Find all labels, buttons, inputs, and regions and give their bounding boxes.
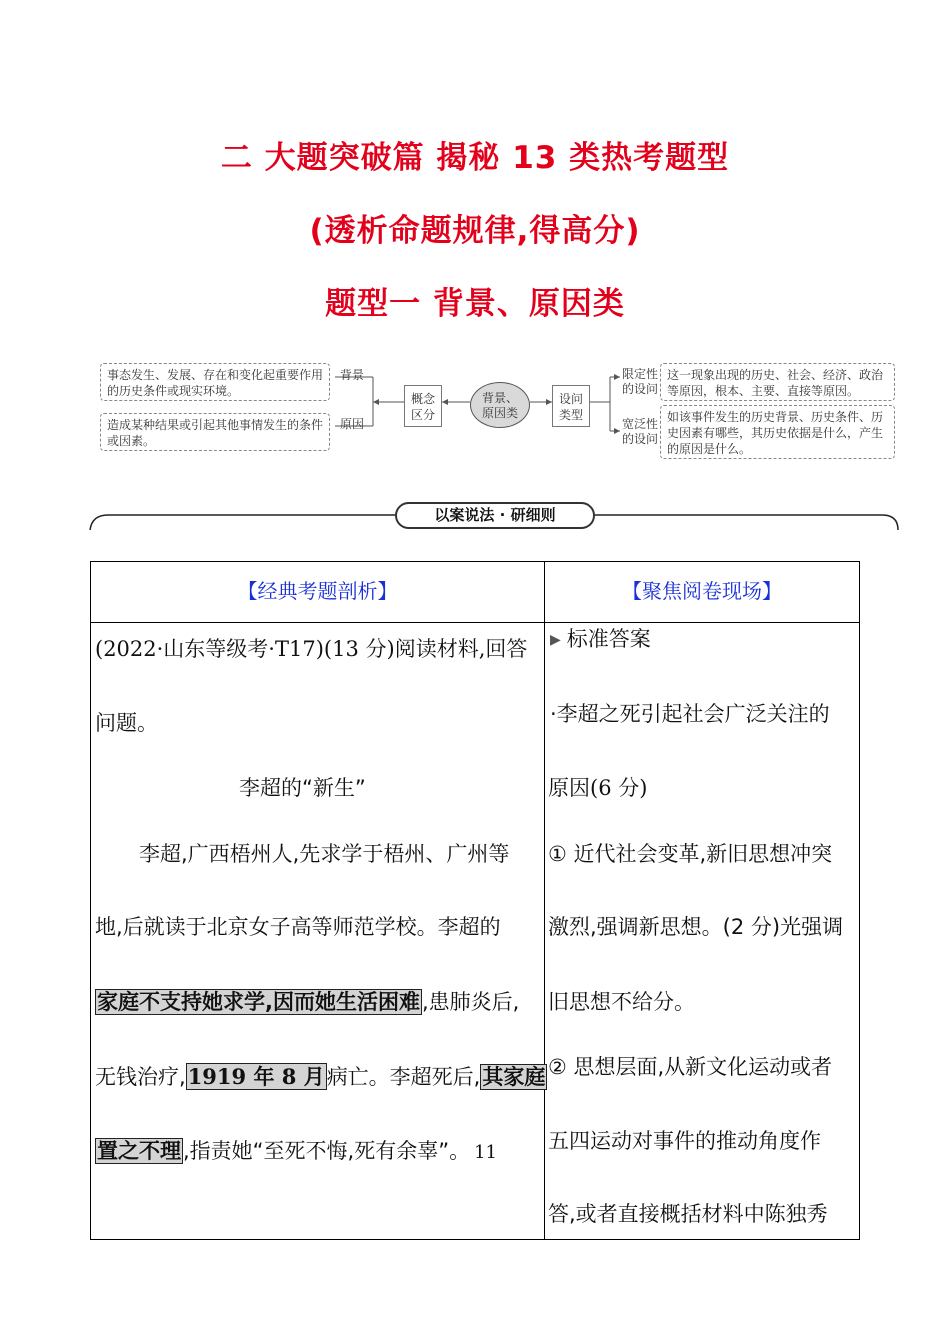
concept-diagram	[0, 355, 950, 465]
question-source: (2022·山东等级考·T17)(13 分)阅读材料,回答	[95, 637, 528, 661]
answer-line: ② 思想层面,从新文化运动或者	[548, 1055, 833, 1079]
limited-question-box: 这一现象出现的历史、社会、经济、政治 等原因，根本、主要、直接等原因。	[660, 363, 895, 401]
highlighted-phrase: 其家庭	[482, 1065, 546, 1089]
answer-line: ·李超之死引起社会广泛关注的	[550, 702, 830, 726]
section-title: 题型一 背景、原因类	[325, 286, 625, 322]
material-line: 李超,广西梧州人,先求学于梧州、广州等	[139, 842, 510, 866]
material-line: 置之不理,指责她“至死不悔,死有余辜”。 11	[97, 1139, 498, 1163]
material-line: 无钱治疗,1919 年 8 月病亡。李超死后,其家庭	[95, 1064, 546, 1089]
column-divider	[544, 562, 545, 1239]
background-definition-box: 事态发生、发展、存在和变化起重要作用 的历史条件或现实环境。	[100, 363, 330, 401]
label-background: 背景	[339, 368, 364, 382]
triangle-icon: ▶	[550, 632, 561, 648]
answer-line: ① 近代社会变革,新旧思想冲突	[548, 842, 833, 866]
broad-question-box: 如该事件发生的历史背景、历史条件、历 史因素有哪些，其历史依据是什么，产生 的原因是什么。	[660, 405, 895, 459]
label-broad-question: 宽泛性 的设问	[621, 417, 658, 446]
question-type-box: 设问 类型	[552, 385, 590, 427]
highlighted-phrase: 置之不理	[97, 1139, 181, 1163]
analysis-table	[90, 561, 860, 1240]
left-column-header: 【经典考题剖析】	[237, 579, 398, 603]
right-column-header: 【聚焦阅卷现场】	[622, 579, 782, 603]
material-line: 家庭不支持她求学,因而她生活困难,患肺炎后,	[97, 990, 520, 1014]
reason-definition-box: 造成某种结果或引起其他事情发生的条件 或因素。	[100, 413, 330, 451]
page-subtitle: (透析命题规律,得高分)	[309, 213, 641, 249]
answer-line: 原因(6 分)	[548, 776, 648, 800]
standard-answer-label: ▶ 标准答案	[550, 627, 651, 651]
material-line: 地,后就读于北京女子高等师范学校。李超的	[95, 915, 501, 939]
highlighted-date: 1919 年 8 月	[187, 1064, 325, 1089]
material-title: 李超的“新生”	[239, 776, 366, 800]
label-reason: 原因	[339, 417, 364, 431]
answer-line: 激烈,强调新思想。(2 分)光强调	[548, 915, 844, 939]
page-title: 二 大题突破篇 揭秘 13 类热考题型	[220, 140, 730, 176]
answer-line: 旧思想不给分。	[548, 990, 695, 1014]
answer-line: 答,或者直接概括材料中陈独秀	[548, 1202, 828, 1226]
answer-line: 五四运动对事件的推动角度作	[548, 1129, 821, 1153]
topic-ellipse: 背景、 原因类	[470, 382, 530, 428]
concept-distinction-box: 概念 区分	[404, 385, 442, 427]
highlighted-phrase: 家庭不支持她求学,因而她生活困难	[97, 990, 420, 1014]
label-limited-question: 限定性 的设问	[621, 367, 658, 396]
header-divider	[91, 622, 859, 623]
footnote-number: 11	[474, 1142, 498, 1163]
section-banner: 以案说法 · 研细则	[395, 502, 595, 529]
question-prompt: 问题。	[95, 711, 158, 735]
